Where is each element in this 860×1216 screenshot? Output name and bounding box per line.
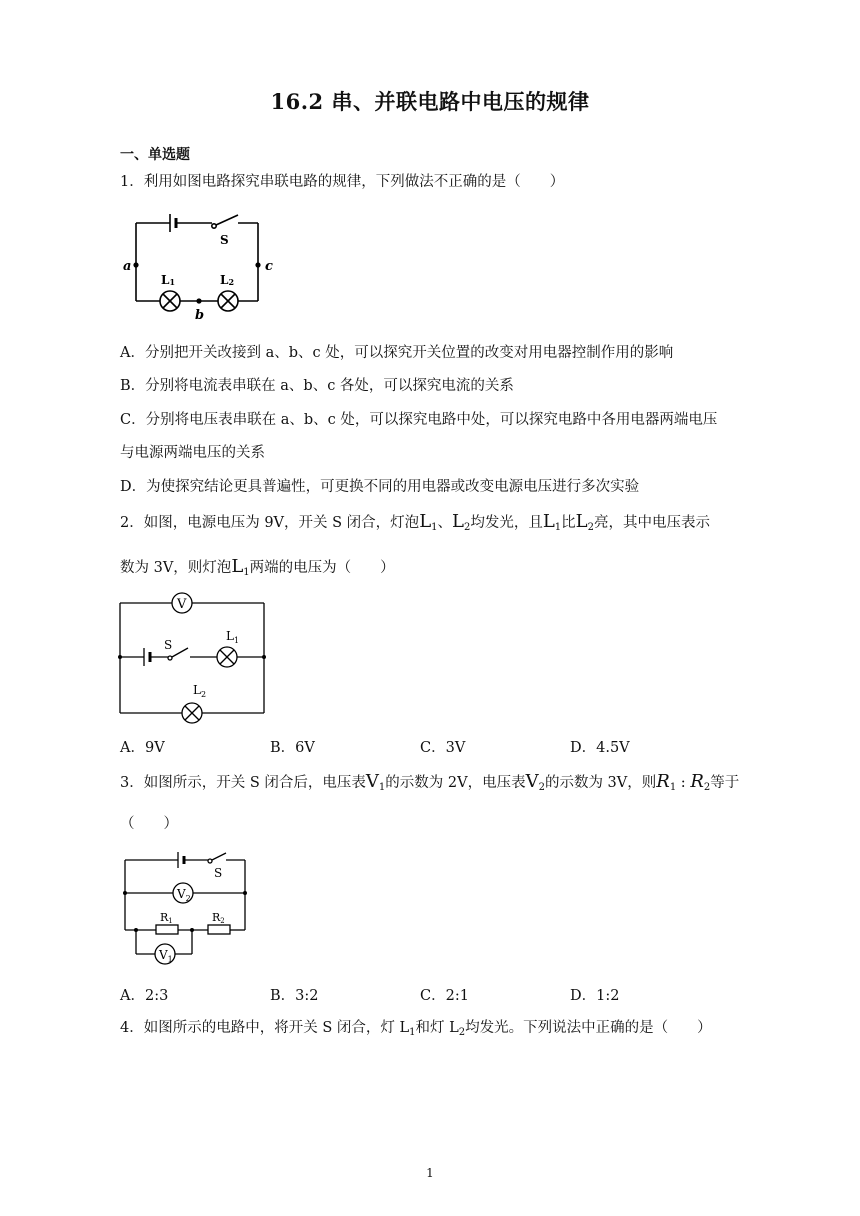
label-b: b	[195, 308, 205, 321]
question-2-choice-c: C．3V	[420, 740, 466, 756]
question-2-choice-a: A．9V	[120, 740, 165, 756]
question-1-option-b: B．分别将电流表串联在 a、b、c 各处，可以探究电流的关系	[120, 378, 514, 394]
question-1-option-c-cont: 与电源两端电压的关系	[120, 445, 265, 461]
question-1-circuit-diagram	[118, 206, 283, 321]
question-3-circuit-diagram	[120, 848, 255, 970]
voltmeter-v2-label: $V_2$	[177, 887, 191, 903]
label-l2: $L_2$	[193, 683, 207, 699]
label-r1: R1	[160, 911, 173, 925]
label-c: c	[265, 259, 273, 274]
question-3-choice-c: C．2:1	[420, 988, 469, 1004]
label-l2: L2	[220, 273, 235, 287]
question-2-stem: 2．如图，电源电压为 9V，开关 S 闭合，灯泡$L_1$、$L_2$均发光，且$L_1$比$L_2$亮，其中电压表示	[120, 511, 710, 533]
label-s: S	[220, 233, 229, 247]
page-number: 1	[426, 1166, 434, 1180]
question-3-stem: 3．如图所示，开关 S 闭合后，电压表$V_1$的示数为 2V，电压表$V_2$的示数为 3V，则$R_1$ : $R_2$等于	[120, 771, 740, 793]
question-4-stem: 4．如图所示的电路中，将开关 S 闭合，灯 $L_1$和灯 $L_2$均发光。下列说法中正确的是（ ）	[120, 1020, 712, 1038]
question-3-answer-paren: （ ）	[120, 816, 178, 832]
question-1-stem: 1．利用如图电路探究串联电路的规律，下列做法不正确的是（ ）	[120, 174, 565, 190]
voltmeter-label: V	[177, 597, 187, 612]
label-l1: $L_1$	[226, 629, 240, 645]
label-a: a	[123, 259, 132, 274]
question-2-circuit-diagram	[116, 590, 271, 725]
question-1-option-a: A．分别把开关改接到 a、b、c 处，可以探究开关位置的改变对用电器控制作用的影响	[120, 345, 674, 361]
question-3-choice-a: A．2:3	[120, 988, 169, 1004]
voltmeter-v1-label: $V_1$	[159, 948, 173, 964]
question-1-option-d: D．为使探究结论更具普遍性，可更换不同的用电器或改变电源电压进行多次实验	[120, 479, 640, 495]
question-1-option-c: C．分别将电压表串联在 a、b、c 处，可以探究电路中处，可以探究电路中各用电器两端电压	[120, 412, 718, 428]
question-3-choice-b: B．3:2	[270, 988, 319, 1004]
question-3-choice-d: D．1:2	[570, 988, 620, 1004]
section-heading: 一、单选题	[120, 147, 190, 163]
question-2-stem-line2: 数为 3V，则灯泡$L_1$两端的电压为（ ）	[120, 556, 395, 578]
label-s: S	[214, 866, 223, 880]
page-title: 16.2 串、并联电路中电压的规律	[270, 89, 590, 114]
question-2-choice-d: D．4.5V	[570, 740, 630, 756]
label-s: S	[164, 638, 173, 652]
label-r2: R2	[212, 911, 225, 925]
label-l1: L1	[161, 273, 176, 287]
question-2-choice-b: B．6V	[270, 740, 315, 756]
